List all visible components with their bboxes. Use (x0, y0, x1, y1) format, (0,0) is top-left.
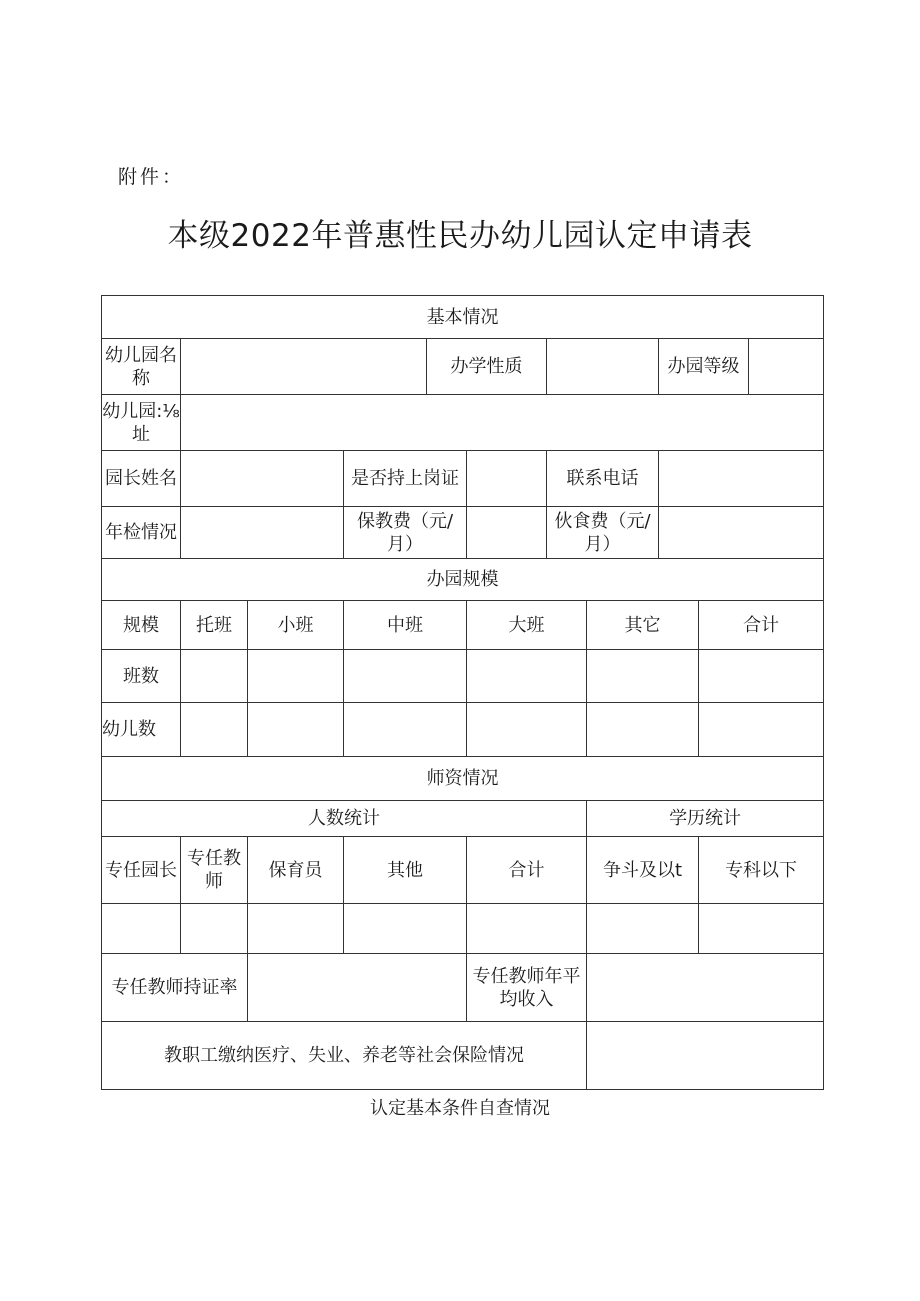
children-count-other-field[interactable] (587, 703, 699, 757)
attachment-label: 附件： (118, 166, 185, 188)
children-count-large-field[interactable] (467, 703, 587, 757)
school-nature-label: 办学性质 (427, 339, 547, 395)
scale-header-large: 大班 (467, 601, 587, 650)
staff-other-field[interactable] (344, 904, 467, 954)
class-count-total-field[interactable] (699, 650, 824, 703)
tuition-field[interactable] (467, 507, 547, 559)
count-stats-label: 人数统计 (102, 801, 587, 837)
staff-header-other: 其他 (344, 837, 467, 904)
basic-info-section-title: 基本情况 (102, 296, 824, 339)
self-check-label: 认定基本条件自查情况 (370, 1098, 550, 1119)
phone-label: 联系电话 (547, 451, 659, 507)
staff-header-below-college: 专科以下 (699, 837, 824, 904)
children-count-small-field[interactable] (248, 703, 344, 757)
children-count-middle-field[interactable] (344, 703, 467, 757)
avg-income-label: 专任教师年平均收入 (467, 954, 587, 1022)
staff-header-teacher: 专任教师 (181, 837, 248, 904)
address-label: 幼儿园:⅛址 (102, 395, 181, 451)
insurance-label: 教职工缴纳医疗、失业、养老等社会保险情况 (102, 1022, 587, 1090)
class-count-large-field[interactable] (467, 650, 587, 703)
class-count-small-field[interactable] (248, 650, 344, 703)
grade-field[interactable] (749, 339, 824, 395)
staff-header-total: 合计 (467, 837, 587, 904)
children-count-label: 幼儿数 (102, 703, 181, 757)
tuition-label: 保教费（元/月） (344, 507, 467, 559)
staff-below-college-field[interactable] (699, 904, 824, 954)
grade-label: 办园等级 (659, 339, 749, 395)
insurance-field[interactable] (587, 1022, 824, 1090)
education-stats-label: 学历统计 (587, 801, 824, 837)
scale-header-small: 小班 (248, 601, 344, 650)
staff-header-caregiver: 保育员 (248, 837, 344, 904)
staff-director-field[interactable] (102, 904, 181, 954)
meal-fee-field[interactable] (659, 507, 824, 559)
scale-header-other: 其它 (587, 601, 699, 650)
staff-caregiver-field[interactable] (248, 904, 344, 954)
school-nature-field[interactable] (547, 339, 659, 395)
director-name-label: 园长姓名 (102, 451, 181, 507)
class-count-other-field[interactable] (587, 650, 699, 703)
staff-section-title: 师资情况 (102, 757, 824, 801)
staff-teacher-field[interactable] (181, 904, 248, 954)
staff-total-field[interactable] (467, 904, 587, 954)
inspection-label: 年检情况 (102, 507, 181, 559)
staff-header-college-above: 争斗及以t (587, 837, 699, 904)
director-name-field[interactable] (181, 451, 344, 507)
kindergarten-name-field[interactable] (181, 339, 427, 395)
staff-header-director: 专任园长 (102, 837, 181, 904)
meal-fee-label: 伙食费（元/月） (547, 507, 659, 559)
cert-rate-label: 专任教师持证率 (102, 954, 248, 1022)
scale-header-total: 合计 (699, 601, 824, 650)
scale-header-nursery: 托班 (181, 601, 248, 650)
cert-rate-field[interactable] (248, 954, 467, 1022)
phone-field[interactable] (659, 451, 824, 507)
children-count-total-field[interactable] (699, 703, 824, 757)
address-field[interactable] (181, 395, 824, 451)
scale-header-middle: 中班 (344, 601, 467, 650)
children-count-nursery-field[interactable] (181, 703, 248, 757)
certificate-field[interactable] (467, 451, 547, 507)
page-title: 本级2022年普惠性民办幼儿园认定申请表 (167, 218, 753, 254)
kindergarten-name-label: 幼儿园名称 (102, 339, 181, 395)
scale-header-scale: 规模 (102, 601, 181, 650)
certificate-label: 是否持上岗证 (344, 451, 467, 507)
class-count-label: 班数 (102, 650, 181, 703)
application-form-table (101, 295, 824, 1090)
scale-section-title: 办园规模 (102, 559, 824, 601)
avg-income-field[interactable] (587, 954, 824, 1022)
staff-college-above-field[interactable] (587, 904, 699, 954)
class-count-nursery-field[interactable] (181, 650, 248, 703)
class-count-middle-field[interactable] (344, 650, 467, 703)
inspection-field[interactable] (181, 507, 344, 559)
